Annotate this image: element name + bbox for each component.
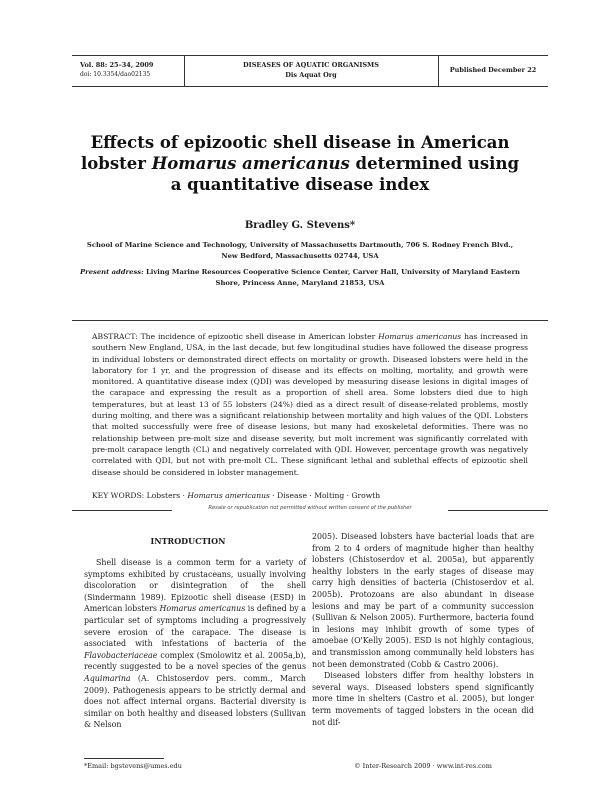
keyword-3: Disease <box>277 491 307 500</box>
intro-paragraph-continued: 2005). Diseased lobsters have bacterial loads that are from 2 to 4 orders of magnitude higher than healthy lobsters (Chistoserdov et al. 2005a), but apparently healthy lobsters in the early stages of disease may carry high densities of bacteria (Chistoserdov et al. 2005b). Protozoans are also abundant in disease lesions and may be part of a community succession (Sullivan & Nelson 2005). Furthermore, bacteria found in lesions may inhibit growth of some types of amoebae (O'Kelly 2005). ESD is not highly contagious, and transmission among communally held lobsters has not been demonstrated (Cobb & Castro 2006). <box>312 532 534 669</box>
republication-notice: Resale or republication not permitted without written consent of the publisher <box>208 505 412 511</box>
journal-abbreviation: Dis Aquat Org <box>285 71 337 79</box>
paper-title <box>80 132 520 195</box>
header-journal-cell <box>184 56 439 86</box>
abstract-text-2: has increased in southern New England, USA, in the last decade, but few longitudinal studies have followed the disease progress in individual lobsters or demonstrated direct effects on mortality or growth. Diseased lobsters were held in the laboratory for 1 yr, and the progression of disease and its effects on molting, mortality, and growth were monitored. A quantitative disease index (QDI) was developed by measuring disease lesions in digital images of the carapace and expressing the result as a proportion of shell area. Some lobsters died due to high temperatures, but at least 13 of 55 lobsters (24%) died as a direct result of disease-related problems, mostly during molting, and there was a significant relationship between mortality and high values of the QDI. Lobsters that molted successfully were free of disease lesions, but many had exoskeletal deformities. There was no relationship between pre-molt size and disease severity, but molt increment was significantly correlated with pre-molt carapace length (CL) and negatively correlated with QDI. However, percentage growth was negatively correlated with QDI, but not with pre-molt CL. These significant lethal and sublethal effects of epizootic shell disease should be considered in lobster management. <box>92 332 529 477</box>
abstract-label: ABSTRACT: <box>92 332 138 341</box>
title-part-1: Effects of epizootic shell disease in American lobster <box>81 133 510 173</box>
copyright-notice: © Inter-Research 2009 · www.int-res.com <box>354 762 492 770</box>
intro-family: Flavobacteriaceae <box>84 650 158 660</box>
affiliation-line-1: School of Marine Science and Technology, University of Massachusetts Dartmouth, 706 S. Rodney French Blvd., <box>86 241 514 249</box>
affiliation-line-2: New Bedford, Massachusetts 02744, USA <box>221 252 379 260</box>
intro-species: Homarus americanus <box>159 604 246 614</box>
title-part-2: determined using a quantitative disease index <box>170 154 519 194</box>
author-name: Bradley G. Stevens <box>244 220 350 231</box>
abstract <box>92 331 528 478</box>
author-email-footnote[interactable]: *Email: bgstevens@umes.edu <box>84 762 182 770</box>
intro-text-b: is defined by a particular set of symptoms including a progressively severe erosion of the carapace. The disease is associated with infestations of bacteria of the <box>84 604 307 649</box>
published-date: Published December 22 <box>449 66 537 74</box>
header-published-cell <box>438 56 548 86</box>
intro-paragraph-2: Diseased lobsters differ from healthy lobsters in several ways. Diseased lobsters spend significantly more time in shelters (Castro et al. 2005), but longer term movements of tagged lobsters in the ocean did not dif- <box>312 671 534 727</box>
author-mark: * <box>349 220 356 231</box>
section-heading-introduction: INTRODUCTION <box>150 536 226 546</box>
author <box>80 220 520 231</box>
abstract-species: Homarus americanus <box>378 332 462 341</box>
present-address-label: Present address: <box>80 268 144 276</box>
footnote-rule <box>84 758 164 759</box>
intro-genus: Aquimarina <box>84 673 131 683</box>
keyword-2: Homarus americanus <box>187 491 270 500</box>
intro-text-a: Shell disease is a common term for a variety of symptoms exhibited by crustaceans, usually involving discoloration or disintegration of the shell (Sindermann 1989). Epizootic shell disease (ESD) in American lobsters <box>84 558 306 614</box>
body-column-right <box>312 531 534 728</box>
abstract-top-rule <box>72 320 548 321</box>
journal-header <box>72 55 548 87</box>
keyword-4: Molting <box>314 491 345 500</box>
present-address <box>68 267 532 289</box>
keyword-separator: · <box>269 491 278 500</box>
keyword-separator: · <box>306 491 315 500</box>
keyword-separator: · <box>344 491 352 500</box>
keyword-1: Lobsters <box>146 491 181 500</box>
keywords-label: KEY WORDS: <box>92 491 145 500</box>
present-address-text: Living Marine Resources Cooperative Science Center, Carver Hall, University of Maryland Eastern Shore, Princess Anne, Maryland 21853, USA <box>143 268 520 287</box>
republication-notice-line <box>72 505 548 515</box>
body-column-left <box>84 557 306 731</box>
intro-text-c: complex (Smolowitz et al. 2005a,b), recently suggested to be a novel species of the genus <box>84 650 306 672</box>
keyword-separator: · <box>180 491 188 500</box>
journal-name: DISEASES OF AQUATIC ORGANISMS <box>243 61 379 69</box>
keywords <box>92 491 528 500</box>
keyword-5: Growth <box>351 491 381 500</box>
header-volume-cell <box>72 56 185 86</box>
volume-info: Vol. 88: 25–34, 2009 <box>80 61 154 69</box>
title-species: Homarus americanus <box>151 154 350 173</box>
intro-text-d: (A. Chistoserdov pers. comm., March 2009). Pathogenesis appears to be strictly dermal and does not affect internal organs. Bacterial diversity is similar on both healthy and diseased lobsters (Sullivan & Nelson <box>84 673 306 730</box>
affiliation <box>80 240 520 262</box>
doi[interactable]: doi: 10.3354/dao02135 <box>80 71 151 78</box>
abstract-text-1: The incidence of epizootic shell disease in American lobster <box>137 332 379 341</box>
